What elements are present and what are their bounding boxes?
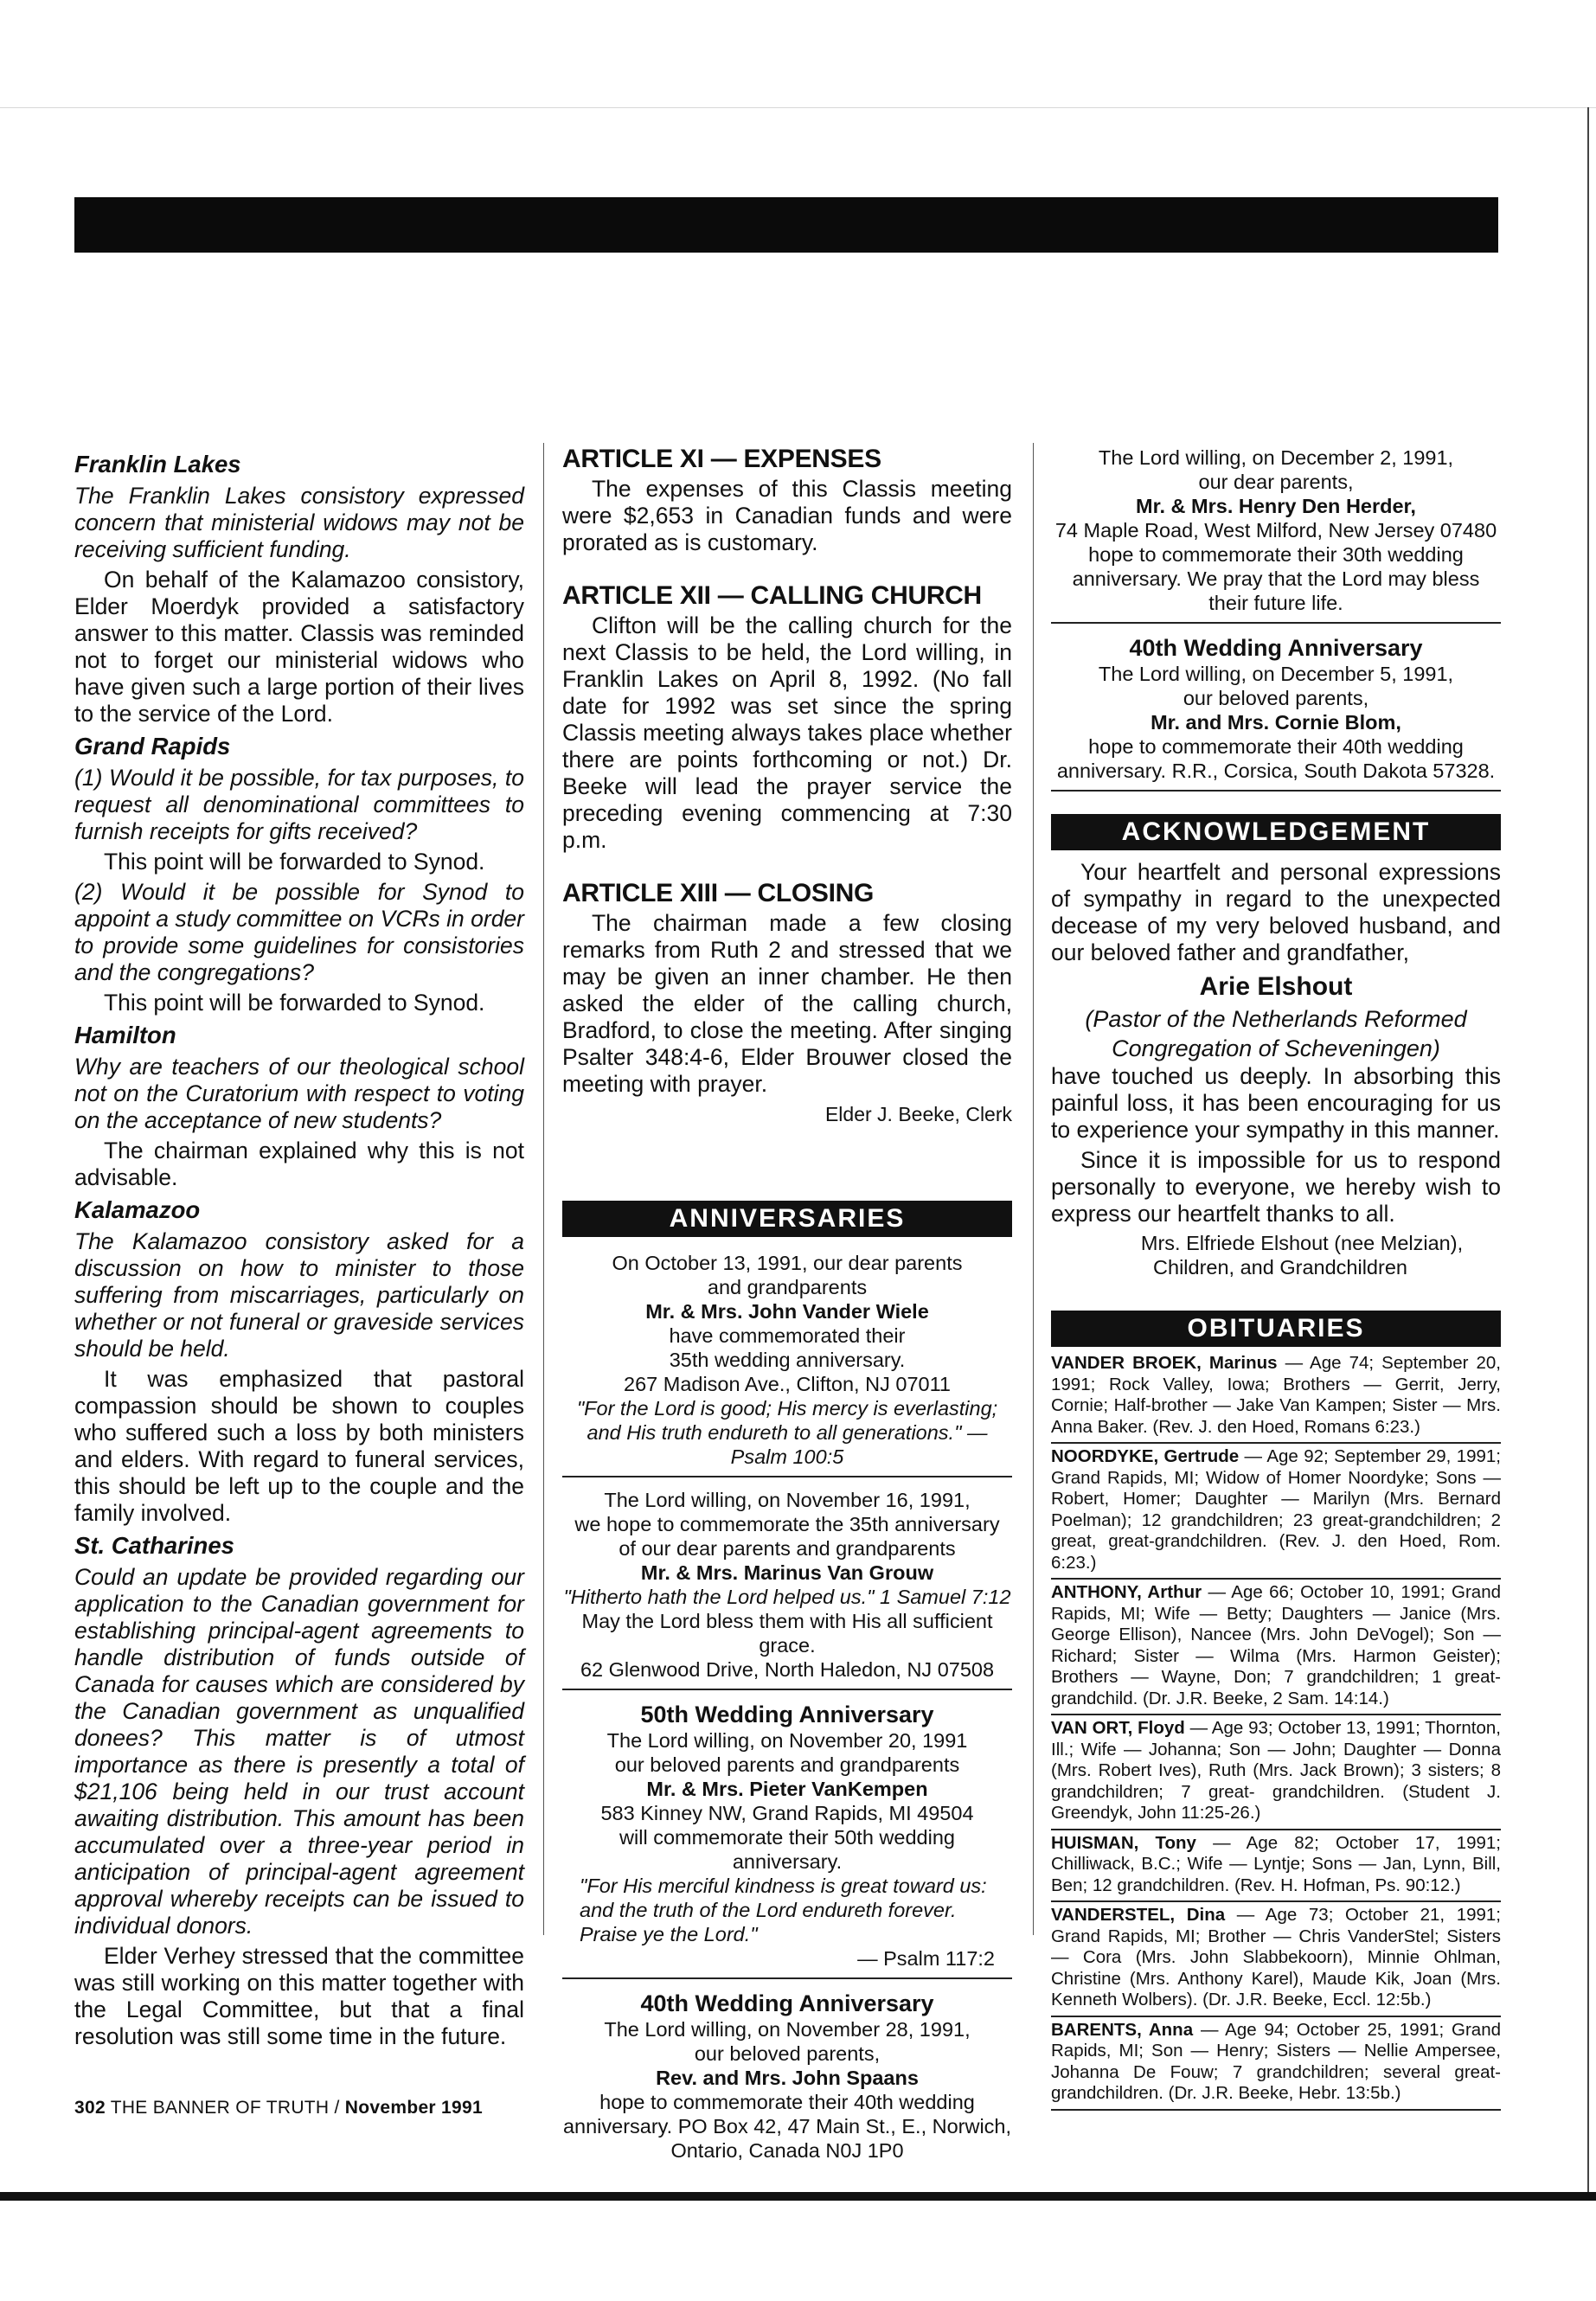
anniversary-title: 50th Wedding Anniversary [640,1702,934,1727]
anniversary-line: On October 13, 1991, our dear parents [612,1252,963,1274]
kalamazoo-question: The Kalamazoo consistory asked for a discussion on how to minister to those suffering from miscarriages, particularly on whether or not funeral or graveside services should be held. [74,1228,524,1362]
publication-name: THE BANNER OF TRUTH / [110,2098,340,2118]
anniversary-line: The Lord willing, on December 2, 1991, [1098,446,1454,469]
obituary-text: — Age 66; October 10, 1991; Grand Rapids, MI; Wife — Betty; Daughters — Janice (Mrs. George Ellison), Nancee (Mrs. John DeVogel); Son — Richard; Sister — Wilma (Mrs. Harmon Geister); Brothers — Wayne, Don; 7 grandchildren; 1 great-grandchild. (Dr. J.R. Beeke, 2 Sam. 14:14.) [1051,1582,1502,1708]
acknowledgement-deceased-name: Arie Elshout [1199,972,1353,1001]
article-xiii-heading: ARTICLE XIII — CLOSING [562,879,875,907]
grand-rapids-question-2: (2) Would it be possible for Synod to appoint a study committee on VCRs in order to provide some guidelines for consistories and the congregations? [74,879,524,985]
kalamazoo-answer: It was emphasized that pastoral compassion should be shown to couples who suffered such a loss by both ministers and elders. With regard to funeral services, this should be left up to the couple and the family involved. [74,1366,524,1526]
anniversary-address: 583 Kinney NW, Grand Rapids, MI 49504 [600,1802,974,1824]
anniversary-line: 35th wedding anniversary. [669,1349,906,1371]
anniversary-vander-wiele [562,1246,1012,1477]
section-heading-kalamazoo: Kalamazoo [74,1196,201,1223]
anniversary-couple-name: Mr. & Mrs. Henry Den Herder, [1136,495,1416,517]
clerk-signature: Elder J. Beeke, Clerk [824,1103,1012,1125]
anniversary-line: The Lord willing, on November 20, 1991 [606,1729,968,1752]
acknowledgement-heading: ACKNOWLEDGEMENT [1051,814,1501,850]
obituaries-heading: OBITUARIES [1051,1311,1501,1347]
section-heading-franklin-lakes: Franklin Lakes [74,451,241,478]
scan-right-edge [1587,107,1596,2192]
obituary-text: — Age 82; October 17, 1991; Chilliwack, B.C.; Wife — Lyntje; Sons — Jan, Lynn, Bill, Ben; 12 grandchildren. (Rev. H. Hofman, Ps. 90:12.) [1051,1832,1501,1895]
obituary-name: NOORDYKE, Gertrude [1051,1446,1240,1466]
anniversary-line: our dear parents, [1198,471,1354,493]
grand-rapids-answer-1: This point will be forwarded to Synod. [104,849,485,875]
article-xi-heading: ARTICLE XI — EXPENSES [562,445,881,473]
section-heading-hamilton: Hamilton [74,1022,176,1048]
column-3 [1051,445,1501,2111]
anniversary-blom [1051,629,1501,792]
hamilton-answer: The chairman explained why this is not advisable. [74,1138,524,1190]
hamilton-question: Why are teachers of our theological school not on the Curatorium with respect to voting on the acceptance of new students? [74,1054,524,1133]
anniversaries-heading: ANNIVERSARIES [562,1201,1012,1237]
anniversary-line: of our dear parents and grandparents [619,1537,956,1560]
anniversary-couple-name: Mr. & Mrs. Marinus Van Grouw [640,1561,934,1584]
anniversary-line: and grandparents [707,1276,868,1298]
issue-date: November 1991 [344,2098,483,2118]
anniversary-couple-name: Mr. and Mrs. Cornie Blom, [1151,711,1401,734]
obituary-entry [1051,1444,1501,1580]
article-xiii-body: The chairman made a few closing remarks from Ruth 2 and stressed that we may be given an inner chamber. He then asked the elder of the calling church, Bradford, to close the meeting. After singing Psalter 348:4-6, Elder Brouwer closed the meeting with prayer. [562,910,1012,1097]
anniversary-line: The Lord willing, on November 28, 1991, [604,2018,971,2041]
grand-rapids-question-1: (1) Would it be possible, for tax purposes, to request all denominational committees to furnish receipts for gifts received? [74,765,524,844]
obituary-name: BARENTS, Anna [1051,2019,1194,2040]
article-xi-body: The expenses of this Classis meeting were $2,653 in Canadian funds and were prorated as is customary. [562,476,1012,555]
acknowledgement-paragraph-1: Your heartfelt and personal expressions of sympathy in regard to the unexpected decease of my very beloved husband, and our beloved father and grandfather, [1051,859,1501,965]
column-1 [74,445,524,2054]
anniversary-line: we hope to commemorate the 35th anniversary [574,1513,1000,1535]
header-black-bar [74,197,1498,253]
anniversaries-list [562,1246,1012,2170]
obituary-text: — Age 93; October 13, 1991; Thornton, Ill.; Wife — Johanna; Son — John; Daughter — Donna (Mrs. Robert Ives), Ruth (Mrs. Jack Brown); 3 sisters; 8 grandchildren; 7 great- grandchildren. (Student J. Greendyk, John 11:25-26.) [1051,1718,1501,1823]
anniversary-line: our beloved parents, [694,2042,881,2065]
anniversary-verse: "For His merciful kindness is great toward us: and the truth of the Lord endureth forever. Praise ye the Lord." [580,1875,987,1945]
section-heading-grand-rapids: Grand Rapids [74,733,231,760]
obituary-name: VANDERSTEL, Dina [1051,1905,1226,1925]
obituary-entry [1051,2017,1501,2111]
obituary-entry [1051,1580,1501,1715]
acknowledgement-paragraph-3: Since it is impossible for us to respond personally to everyone, we hereby wish to express our heartfelt thanks to all. [1051,1147,1501,1227]
anniversary-line: The Lord willing, on December 5, 1991, [1098,663,1454,685]
anniversary-address: 74 Maple Road, West Milford, New Jersey 07480 [1054,519,1497,542]
anniversary-couple-name: Rev. and Mrs. John Spaans [656,2067,919,2089]
acknowledgement-signature-1: Mrs. Elfriede Elshout (nee Melzian), [1140,1232,1464,1254]
anniversary-title: 40th Wedding Anniversary [640,1990,934,2016]
anniversary-line: our beloved parents, [1183,687,1369,709]
anniversary-vankempen [562,1695,1012,1979]
st-catharines-answer: Elder Verhey stressed that the committee was still working on this matter together with the Legal Committee, but that a final resolution was still some time in the future. [74,1943,524,2049]
obituary-entry [1051,1715,1501,1830]
obituary-name: VANDER BROEK, Marinus [1051,1353,1278,1373]
anniversaries-continued [1051,445,1501,792]
anniversary-address: 62 Glenwood Drive, North Haledon, NJ 07508 [580,1658,995,1681]
anniversary-title: 40th Wedding Anniversary [1129,635,1423,661]
anniversary-van-grouw [562,1483,1012,1690]
section-heading-st-catharines: St. Catharines [74,1532,234,1559]
anniversary-verse-ref: — Psalm 117:2 [857,1947,995,1970]
anniversary-address: 267 Madison Ave., Clifton, NJ 07011 [624,1373,951,1395]
anniversary-spaans [562,1984,1012,2170]
column-rule-2 [1033,443,1034,1935]
obituary-name: HUISMAN, Tony [1051,1832,1196,1853]
anniversary-den-herder [1051,445,1501,624]
anniversary-address: hope to commemorate their 40th wedding anniversary. R.R., Corsica, South Dakota 57328. [1056,735,1496,782]
obituary-text: — Age 73; October 21, 1991; Grand Rapids, MI; Brother — Chris VanderStel; Sisters — Cora (Mrs. John Slabbekoorn), Minnie Ohlman, Christine (Mrs. Anthony Karel), Maude Kik, Joan (Mrs. Kenneth Wolbers). (Dr. J.R. Beeke, Eccl. 12:5b.) [1051,1905,1501,2009]
anniversary-address: hope to commemorate their 40th wedding anniversary. PO Box 42, 47 Main St., E., Norwich, Ontario, Canada N0J 1P0 [562,2091,1012,2162]
anniversary-line: hope to commemorate their 30th wedding anniversary. We pray that the Lord may bless their future life. [1072,543,1480,614]
anniversary-line: have commemorated their [669,1324,906,1347]
obituary-text: — Age 74; September 20, 1991; Rock Valley, Iowa; Brothers — Gerrit, Jerry, Cornie; Half-brother — Jake Van Kampen; Sister — Mrs. Anna Baker. (Rev. J. den Hoed, Romans 6:23.) [1051,1353,1501,1437]
acknowledgement-subtitle: (Pastor of the Netherlands Reformed Congregation of Scheveningen) [1085,1006,1467,1061]
article-xii-heading: ARTICLE XII — CALLING CHURCH [562,581,982,610]
obituary-text: — Age 92; September 29, 1991; Grand Rapids, MI; Widow of Homer Noordyke; Sons — Robert, Homer; Daughter — Marilyn (Mrs. Bernard Poelman); 12 grandchildren; 23 great-grandchildren; 2 great, great-grandchildren. (Rev. J. den Hoed, Rom. 6:23.) [1051,1446,1502,1573]
st-catharines-question: Could an update be provided regarding our application to the Canadian government for establishing principal-agent agreements to handle distribution of funds outside of Canada for causes which are considered by the Canadian government as unqualified donees? This matter is of utmost importance as there is presently a total of $21,106 being held in our trust account awaiting distribution. This amount has been accumulated over a three-year period in anticipation of principal-agent agreement approval whereby receipts can be issued to individual donors. [74,1564,524,1939]
obituary-entry [1051,1902,1501,2017]
obituary-name: ANTHONY, Arthur [1051,1582,1202,1602]
anniversary-couple-name: Mr. & Mrs. John Vander Wiele [645,1300,929,1323]
anniversary-line: will commemorate their 50th wedding anniversary. [619,1826,955,1873]
anniversary-couple-name: Mr. & Mrs. Pieter VanKempen [646,1778,928,1800]
obituary-entry [1051,1830,1501,1903]
acknowledgement-signature-2: Children, and Grandchildren [1153,1256,1407,1279]
column-rule-1 [543,443,544,1935]
scan-bottom-edge [0,2192,1596,2201]
column-2 [562,445,1012,2175]
grand-rapids-answer-2: This point will be forwarded to Synod. [104,990,485,1016]
obituaries-list [1051,1350,1501,2111]
franklin-lakes-question: The Franklin Lakes consistory expressed concern that ministerial widows may not be receiving sufficient funding. [74,483,524,562]
page-footer [74,2098,483,2118]
obituary-text: — Age 94; October 25, 1991; Grand Rapids, MI; Son — Henry; Sisters — Nellie Ampersee, Johanna De Fouw; 7 grandchildren; several great-grandchildren. (Dr. J.R. Beeke, Hebr. 13:5b.) [1051,2019,1501,2103]
obituary-entry [1051,1350,1501,1444]
article-xii-body: Clifton will be the calling church for the next Classis to be held, the Lord willing, in Franklin Lakes on April 8, 1992. (No fall date for 1992 was set since the spring Classis meeting always takes place whether there are points forthcoming or not.) Dr. Beeke will lead the prayer service the preceding evening commencing at 7:30 p.m. [562,612,1012,853]
page-number: 302 [74,2098,106,2118]
anniversary-line: our beloved parents and grandparents [614,1753,960,1776]
franklin-lakes-answer: On behalf of the Kalamazoo consistory, Elder Moerdyk provided a satisfactory answer to this matter. Classis was reminded not to forget our ministerial widows who have given such a large portion of their lives to the service of the Lord. [74,567,524,727]
anniversary-verse: "For the Lord is good; His mercy is everlasting; and His truth endureth to all generations." — Psalm 100:5 [576,1397,998,1468]
anniversary-verse: "Hitherto hath the Lord helped us." 1 Samuel 7:12 [563,1586,1011,1608]
scan-top-margin [0,0,1596,108]
anniversary-line: The Lord willing, on November 16, 1991, [604,1489,971,1511]
anniversary-line: May the Lord bless them with His all sufficient grace. [581,1610,993,1657]
acknowledgement-paragraph-2: have touched us deeply. In absorbing this painful loss, it has been encouraging for us to experience your sympathy in this manner. [1051,1063,1501,1143]
obituary-name: VAN ORT, Floyd [1051,1718,1185,1738]
